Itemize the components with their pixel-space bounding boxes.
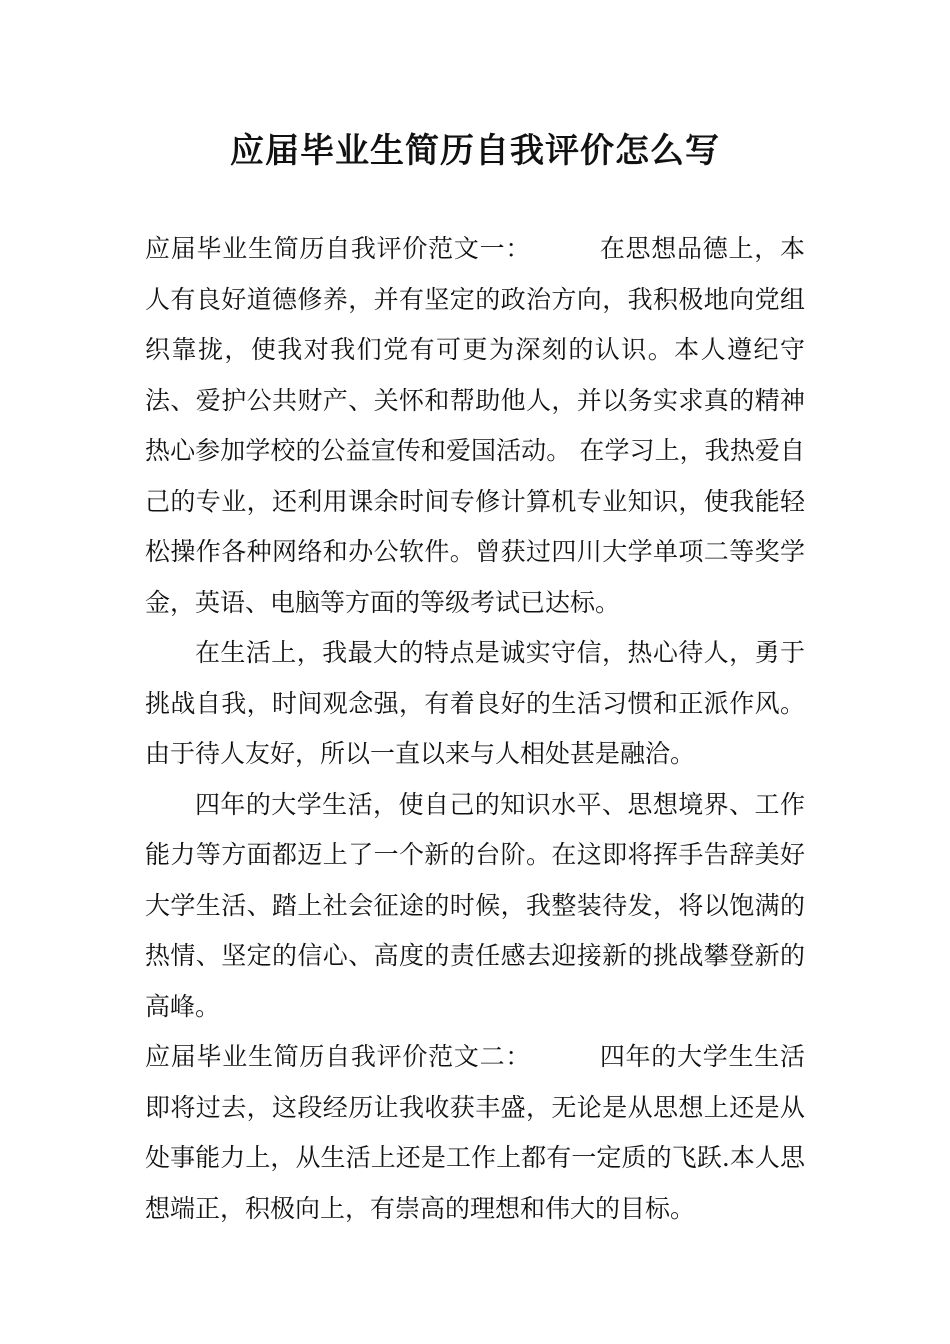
document-title: 应届毕业生简历自我评价怎么写 bbox=[230, 131, 720, 171]
paragraph-2: 在生活上，我最大的特点是诚实守信，热心待人，勇于挑战自我，时间观念强，有着良好的生活习惯和正派作风。由于待人友好，所以一直以来与人相处甚是融洽。 bbox=[145, 638, 805, 768]
paragraph-1-text: 在思想品德上，本人有良好道德修养，并有坚定的政治方向，我积极地向党组织靠拢，使我对我们党有可更为深刻的认识。本人遵纪守法、爱护公共财产、关怀和帮助他人，并以务实求真的精神热心参加学校的公益宣传和爱国活动。 在学习上，我热爱自己的专业，还利用课余时间专修计算机专业知识，使我能轻松操作各种网络和办公软件。曾获过四川大学单项二等奖学金，英语、电脑等方面的等级考试已达标。 bbox=[145, 234, 805, 617]
sample-2-heading: 应届毕业生简历自我评价范文二： bbox=[145, 1042, 532, 1071]
paragraph-4 bbox=[145, 1032, 805, 1234]
paragraph-3: 四年的大学生活，使自己的知识水平、思想境界、工作能力等方面都迈上了一个新的台阶。在这即将挥手告辞美好大学生活、踏上社会征途的时候，我整装待发，将以饱满的热情、坚定的信心、高度的责任感去迎接新的挑战攀登新的高峰。 bbox=[145, 789, 805, 1021]
paragraph-4-text: 四年的大学生生活即将过去，这段经历让我收获丰盛，无论是从思想上还是从处事能力上，从生活上还是工作上都有一定质的飞跃.本人思想端正，积极向上，有崇高的理想和伟大的目标。 bbox=[145, 1042, 805, 1223]
document-body bbox=[145, 224, 805, 1234]
paragraph-1 bbox=[145, 224, 805, 628]
sample-1-heading: 应届毕业生简历自我评价范文一： bbox=[145, 234, 532, 263]
